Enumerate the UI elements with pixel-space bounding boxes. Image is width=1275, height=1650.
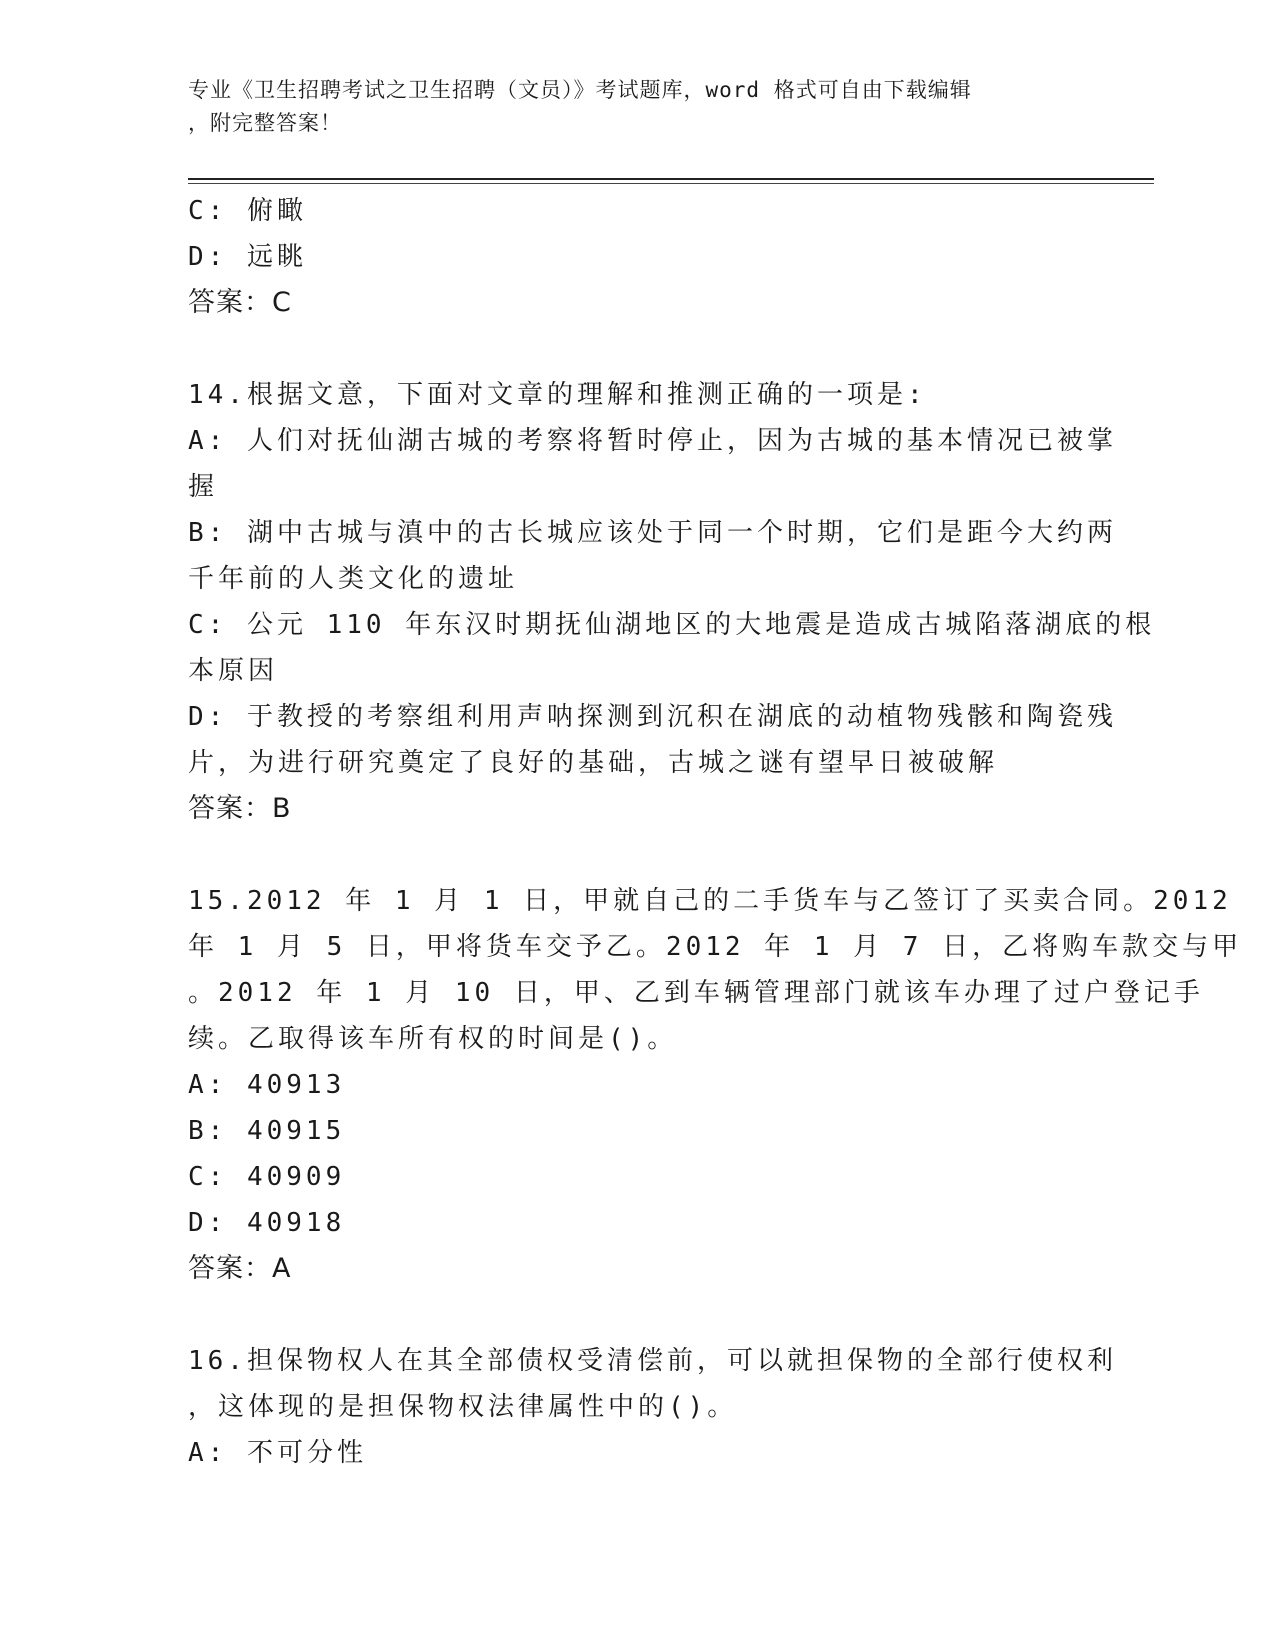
option-d: D: 于教授的考察组利用声呐探测到沉积在湖底的动植物残骸和陶瓷残: [188, 702, 1117, 732]
header-line-2: ，附完整答案！: [188, 111, 342, 135]
question-stem: 15.2012 年 1 月 1 日，甲就自己的二手货车与乙签订了买卖合同。2012: [188, 886, 1232, 916]
answer-line: 答案：B: [188, 793, 292, 824]
question-stem: 14.根据文意，下面对文章的理解和推测正确的一项是:: [188, 380, 927, 410]
question-stem-continued: 续。乙取得该车所有权的时间是()。: [188, 1024, 678, 1054]
option-a-continued: 握: [188, 472, 219, 502]
question-stem-continued: 。2012 年 1 月 10 日，甲、乙到车辆管理部门就该车办理了过户登记手: [188, 978, 1204, 1008]
option-b: B: 湖中古城与滇中的古长城应该处于同一个时期，它们是距今大约两: [188, 518, 1117, 548]
option-a: A: 人们对抚仙湖古城的考察将暂时停止，因为古城的基本情况已被掌: [188, 426, 1117, 456]
header-rule-thick: [188, 178, 1154, 180]
question-stem: 16.担保物权人在其全部债权受清偿前，可以就担保物的全部行使权利: [188, 1346, 1117, 1376]
spacer: [188, 326, 1088, 372]
question-14: [188, 372, 1156, 832]
option-c: C: 40909: [188, 1162, 346, 1192]
answer-line: 答案：A: [188, 1253, 292, 1284]
header-rule-thin: [188, 183, 1154, 184]
option-c: C: 俯瞰: [188, 196, 307, 226]
question-content: [188, 188, 1243, 1476]
spacer: [188, 1292, 1088, 1338]
question-13-tail: [188, 188, 1088, 326]
question-stem-continued: 年 1 月 5 日，甲将货车交予乙。2012 年 1 月 7 日，乙将购车款交与甲: [188, 932, 1243, 962]
option-c-continued: 本原因: [188, 656, 279, 686]
option-a: A: 不可分性: [188, 1438, 367, 1468]
option-c: C: 公元 110 年东汉时期抚仙湖地区的大地震是造成古城陷落湖底的根: [188, 610, 1156, 640]
page-header: [188, 74, 1068, 140]
option-d: D: 40918: [188, 1208, 346, 1238]
option-d: D: 远眺: [188, 242, 307, 272]
option-b-continued: 千年前的人类文化的遗址: [188, 564, 519, 594]
question-15: [188, 878, 1243, 1292]
option-d-continued: 片，为进行研究奠定了良好的基础，古城之谜有望早日被破解: [188, 748, 999, 778]
question-stem-continued: ，这体现的是担保物权法律属性中的()。: [188, 1392, 738, 1422]
header-line-1: 专业《卫生招聘考试之卫生招聘（文员）》考试题库，word 格式可自由下载编辑: [188, 78, 972, 102]
answer-line: 答案：C: [188, 287, 292, 318]
spacer: [188, 832, 1088, 878]
option-b: B: 40915: [188, 1116, 346, 1146]
question-16: [188, 1338, 1117, 1476]
option-a: A: 40913: [188, 1070, 346, 1100]
